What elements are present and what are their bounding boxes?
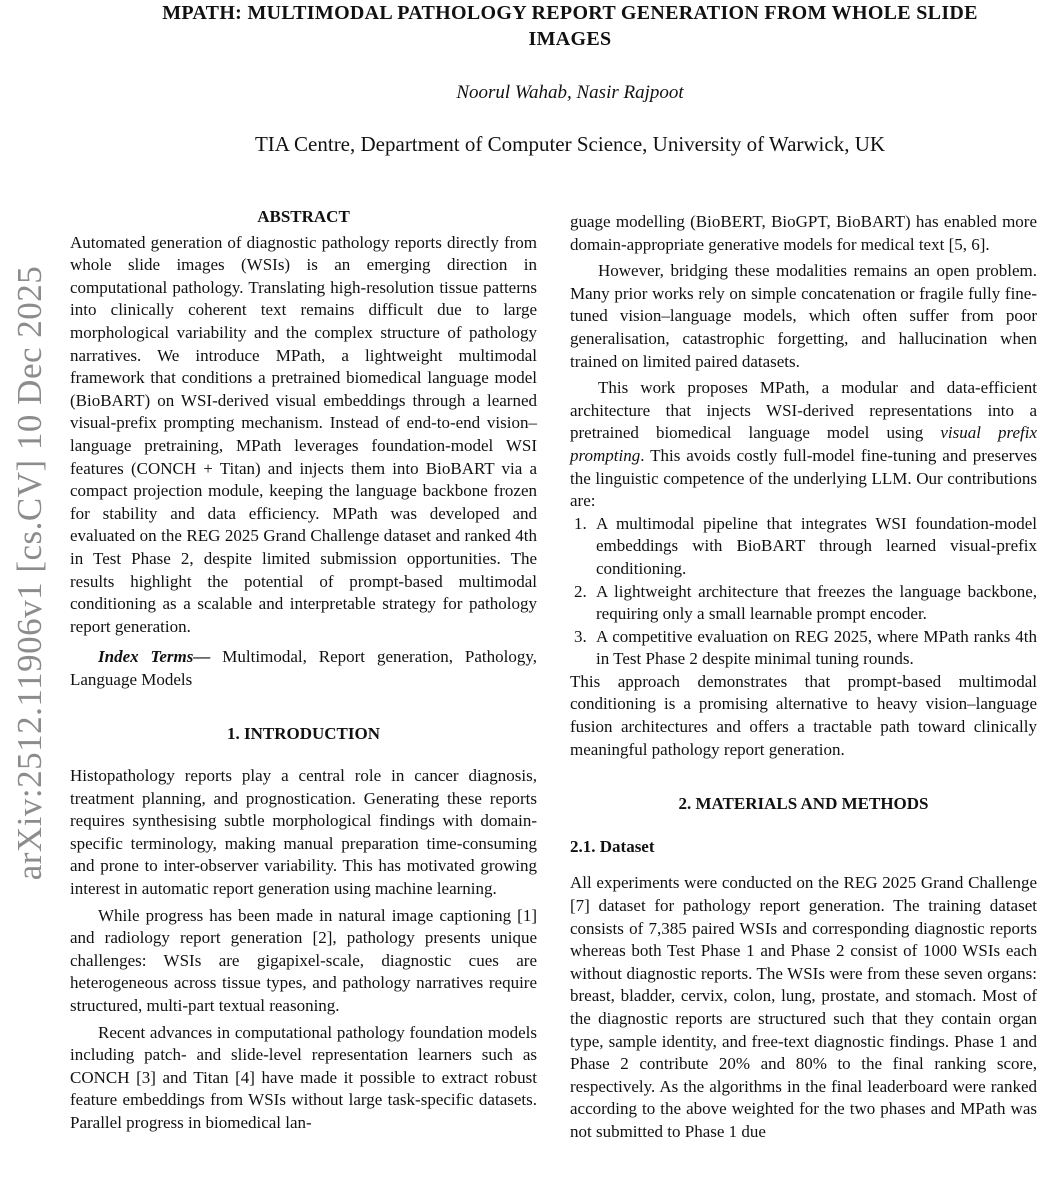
paper-title (70, 0, 1055, 52)
intro-paragraph-6: This approach demonstrates that prompt-based multimodal conditioning is a promising alternative to heavy vision–language fusion architectures and offers a tractable path toward clinically meaningful pathology report generation. (570, 671, 1037, 759)
right-column (570, 211, 1037, 1144)
arxiv-identifier: arXiv:2512.11906v1 [cs.CV] 10 Dec 2025 (10, 265, 49, 881)
intro-paragraph-5 (570, 377, 1037, 513)
introduction-heading: 1. INTRODUCTION (226, 724, 381, 744)
list-item: 2. A lightweight architecture that freezes the language backbone, requiring only a small learnable prompt encoder. (574, 581, 1037, 624)
left-column (70, 206, 537, 1135)
methods-heading: 2. MATERIALS AND METHODS (678, 794, 929, 814)
arxiv-sidebar (0, 0, 60, 1200)
paper-title-line-2: IMAGES (528, 28, 612, 50)
index-terms-label: Index Terms— (98, 647, 211, 667)
paper-authors: Noorul Wahab, Nasir Rajpoot (456, 82, 684, 103)
index-terms (70, 646, 537, 691)
paper-affiliation: TIA Centre, Department of Computer Science, University of Warwick, UK (254, 132, 886, 156)
paper-title-line-1: MPATH: MULTIMODAL PATHOLOGY REPORT GENERATION FROM WHOLE SLIDE (162, 2, 978, 24)
abstract-heading: ABSTRACT (257, 207, 350, 226)
intro-paragraph-5-emphasis: visual prefix prompting (570, 423, 1037, 465)
list-item: 3. A competitive evaluation on REG 2025, where MPath ranks 4th in Test Phase 2 despite minimal tuning rounds. (574, 626, 1037, 669)
index-terms-text: Multimodal, Report generation, Pathology, Language Models (70, 647, 537, 689)
abstract-text: Automated generation of diagnostic pathology reports directly from whole slide images (WSIs) is an emerging direction in computational pathology. Translating high-resolution tissue patterns into clinically coherent text remains difficult due to large morphological variability and the complex structure of pathology narratives. We introduce MPath, a lightweight multimodal framework that conditions a pretrained biomedical language model (BioBART) on WSI-derived visual embeddings through a learned visual-prefix prompting mechanism. Instead of end-to-end vision–language pretraining, MPath leverages foundation-model WSI features (CONCH + Titan) and injects them into BioBART via a compact projection module, keeping the language backbone frozen for stability and data efficiency. MPath was developed and evaluated on the REG 2025 Grand Challenge dataset and ranked 4th in Test Phase 2, despite limited submission opportunities. The results highlight the potential of prompt-based multimodal conditioning as a scalable and interpretable strategy for pathology report generation. (70, 232, 537, 636)
dataset-paragraph: All experiments were conducted on the REG 2025 Grand Challenge [7] dataset for pathology report generation. The training dataset consists of 7,385 paired WSIs and corresponding diagnostic reports whereas both Test Phase 1 and Phase 2 consist of 1000 WSIs each without diagnostic reports. The WSIs were from these seven organs: breast, bladder, cervix, colon, lung, prostate, and stomach. Most of the diagnostic reports are structured such that they contain organ type, sample identity, and free-text diagnostic findings. Phase 1 and Phase 2 contribute 20% and 80% to the final ranking score, respectively. As the algorithms in the final leaderboard were ranked according to the above weighted for the two phases and MPath was not submitted to Phase 1 due (570, 873, 1037, 1141)
intro-paragraph-4: However, bridging these modalities remains an open problem. Many prior works rely on simple concatenation or fragile fully fine-tuned vision–language models, which often suffer from poor generalisation, catastrophic forgetting, and hallucination when trained on limited paired datasets. (570, 261, 1037, 371)
intro-paragraph-3: Recent advances in computational pathology foundation models including patch- and slide-level representation learners such as CONCH [3] and Titan [4] have made it possible to extract robust feature embeddings from WSIs without large task-specific datasets. Parallel progress in biomedical lan- (70, 1022, 537, 1132)
intro-paragraph-1: Histopathology reports play a central role in cancer diagnosis, treatment planning, and prognostication. Generating these reports requires synthesising subtle morphological findings with domain-specific terminology, making manual preparation time-consuming and prone to inter-observer variability. This has motivated growing interest in automatic report generation using machine learning. (70, 766, 537, 899)
dataset-subheading: 2.1. Dataset (570, 836, 655, 856)
intro-paragraph-2: While progress has been made in natural image captioning [1] and radiology report generation [2], pathology presents unique challenges: WSIs are gigapixel-scale, diagnostic cues are heterogeneous across tissue types, and pathology narratives require structured, multi-part textual reasoning. (70, 905, 537, 1015)
contributions-list (570, 513, 1037, 671)
intro-paragraph-5-start: This work proposes MPath, a modular and data-efficient architecture that injects WSI-derived representations into a pretrained biomedical language model using (570, 378, 1037, 443)
list-item: 1. A multimodal pipeline that integrates WSI foundation-model embeddings with BioBART through learned visual-prefix conditioning. (574, 513, 1037, 578)
intro-paragraph-3-continued: guage modelling (BioBERT, BioGPT, BioBART) has enabled more domain-appropriate generative models for medical text [5, 6]. (570, 212, 1037, 254)
intro-paragraph-5-end: . This avoids costly full-model fine-tuning and preserves the linguistic competence of the underlying LLM. Our contributions are: (570, 445, 1037, 511)
